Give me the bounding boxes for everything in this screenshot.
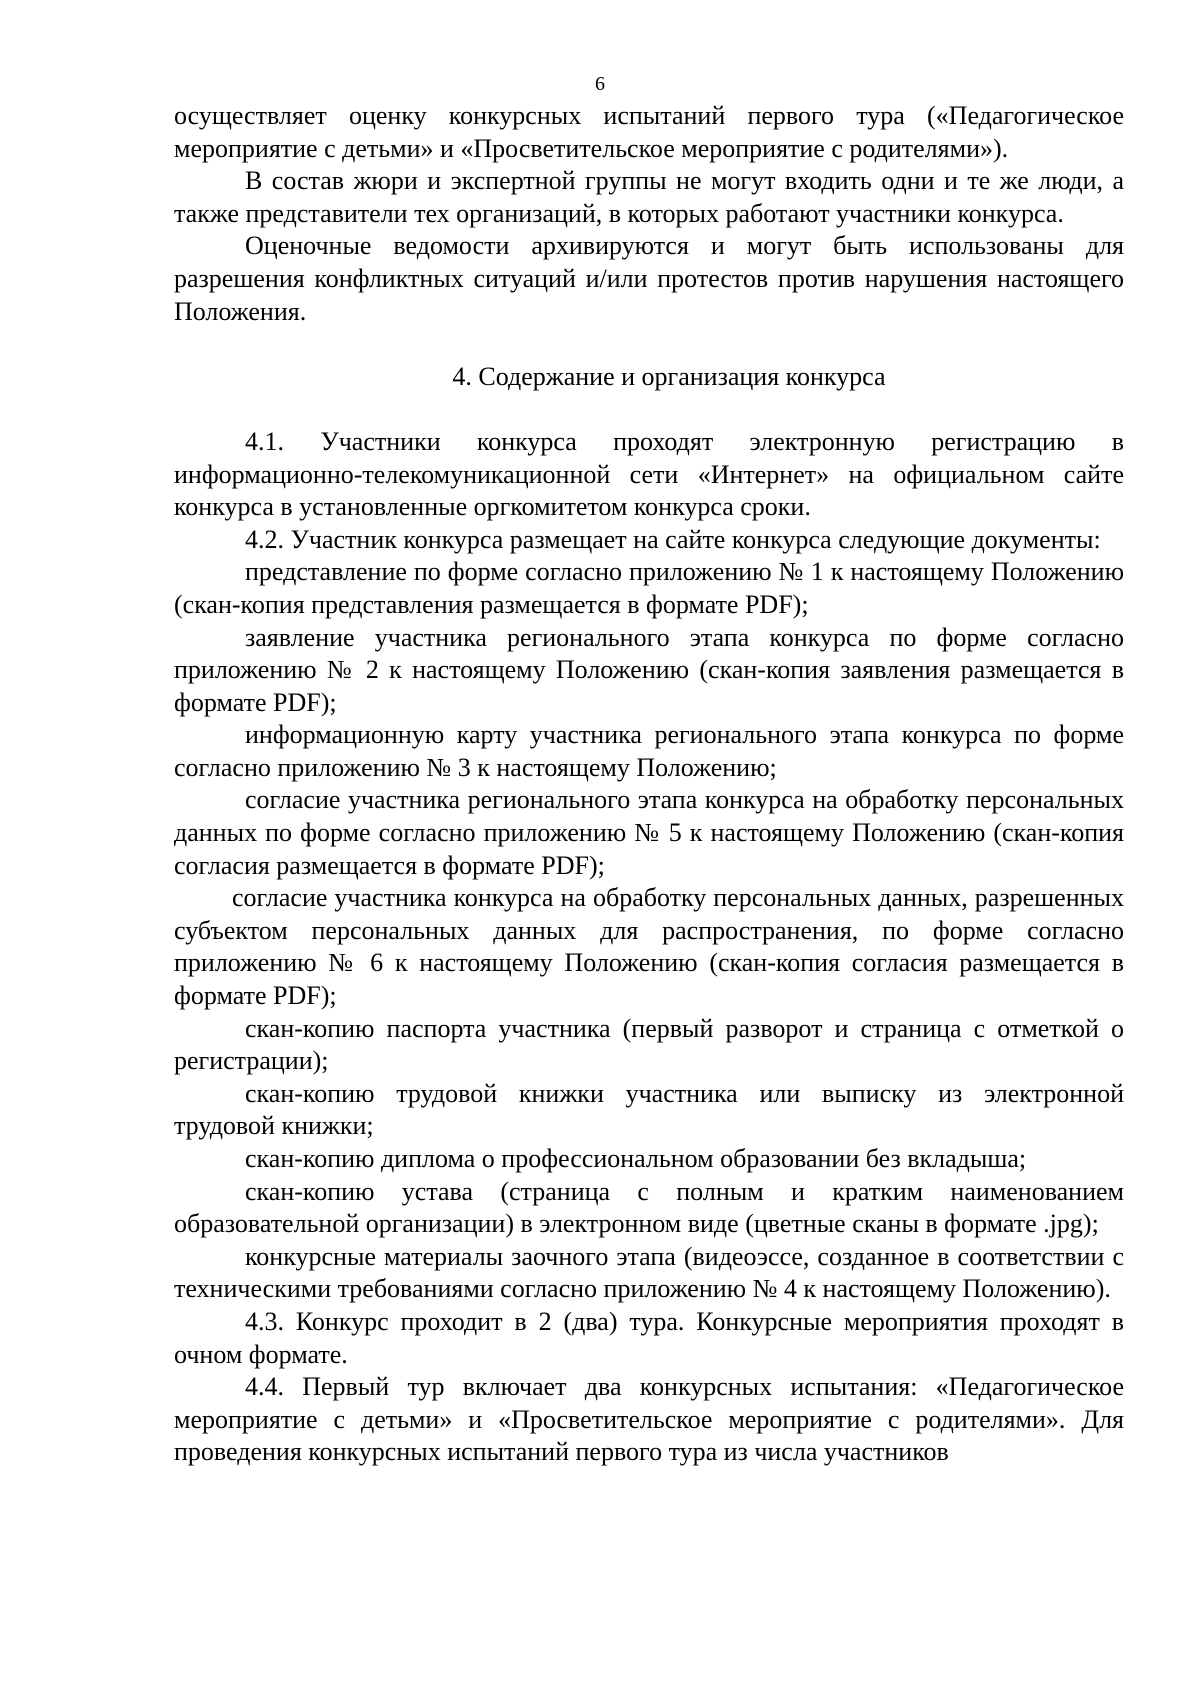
list-item-application: заявление участника регионального этапа конкурса по форме согласно приложению № 2 к настоящему Положению (скан-копия заявления размещается в формате PDF); <box>174 622 1124 717</box>
list-item-passport: скан-копию паспорта участника (первый разворот и страница с отметкой о регистрации); <box>174 1013 1124 1076</box>
list-item-charter: скан-копию устава (страница с полным и кратким наименованием образовательной организации) в электронном виде (цветные сканы в формате .jpg); <box>174 1176 1124 1239</box>
paragraph-4-1: 4.1. Участники конкурса проходят электронную регистрацию в информационно-телекомуникационной сети «Интернет» на официальном сайте конкурса в установленные оргкомитетом конкурса сроки. <box>174 426 1124 522</box>
paragraph-4-3: 4.3. Конкурс проходит в 2 (два) тура. Конкурсные мероприятия проходят в очном формате. <box>174 1306 1124 1369</box>
list-item-info-card: информационную карту участника регионального этапа конкурса по форме согласно приложению № 3 к настоящему Положению; <box>174 720 1124 782</box>
spacer <box>174 393 1124 426</box>
paragraph-jury-evaluation: осуществляет оценку конкурсных испытаний первого тура («Педагогическое мероприятие с детьми» и «Просветительское мероприятие с родителями»). <box>174 101 1124 163</box>
paragraph-jury-composition: В состав жюри и экспертной группы не могут входить одни и те же люди, а также представители тех организаций, в которых работают участники конкурса. <box>174 166 1124 228</box>
list-item-consent-personal-data: согласие участника регионального этапа конкурса на обработку персональных данных по форме согласно приложению № 5 к настоящему Положению (скан-копия согласия размещается в формате PDF); <box>174 785 1124 880</box>
document-body <box>174 100 1124 1469</box>
paragraph-evaluation-sheets: Оценочные ведомости архивируются и могут быть использованы для разрешения конфликтных ситуаций и/или протестов против нарушения настоящего Положения. <box>174 231 1124 326</box>
list-item-diploma: скан-копию диплома о профессиональном образовании без вкладыша; <box>245 1144 1027 1173</box>
paragraph-4-2: 4.2. Участник конкурса размещает на сайте конкурса следующие документы: <box>245 524 1101 554</box>
list-item-nomination: представление по форме согласно приложению № 1 к настоящему Положению (скан-копия представления размещается в формате PDF); <box>174 557 1124 619</box>
spacer <box>174 328 1124 361</box>
paragraph-4-4: 4.4. Первый тур включает два конкурсных испытания: «Педагогическое мероприятие с детьми» и «Просветительское мероприятие с родителями». Для проведения конкурсных испытаний первого тура из числа участников <box>174 1372 1124 1467</box>
page-number: 6 <box>595 73 605 95</box>
section-heading: 4. Содержание и организация конкурса <box>452 361 886 391</box>
list-item-employment-record: скан-копию трудовой книжки участника или выписку из электронной трудовой книжки; <box>174 1078 1124 1141</box>
list-item-consent-distribution: согласие участника конкурса на обработку персональных данных, разрешенных субъектом персональных данных для распространения, по форме согласно приложению № 6 к настоящему Положению (скан-копия согласия размещается в формате PDF); <box>174 883 1124 1011</box>
list-item-contest-materials: конкурсные материалы заочного этапа (видеоэссе, созданное в соответствии с техническими требованиями согласно приложению № 4 к настоящему Положению). <box>174 1241 1124 1304</box>
